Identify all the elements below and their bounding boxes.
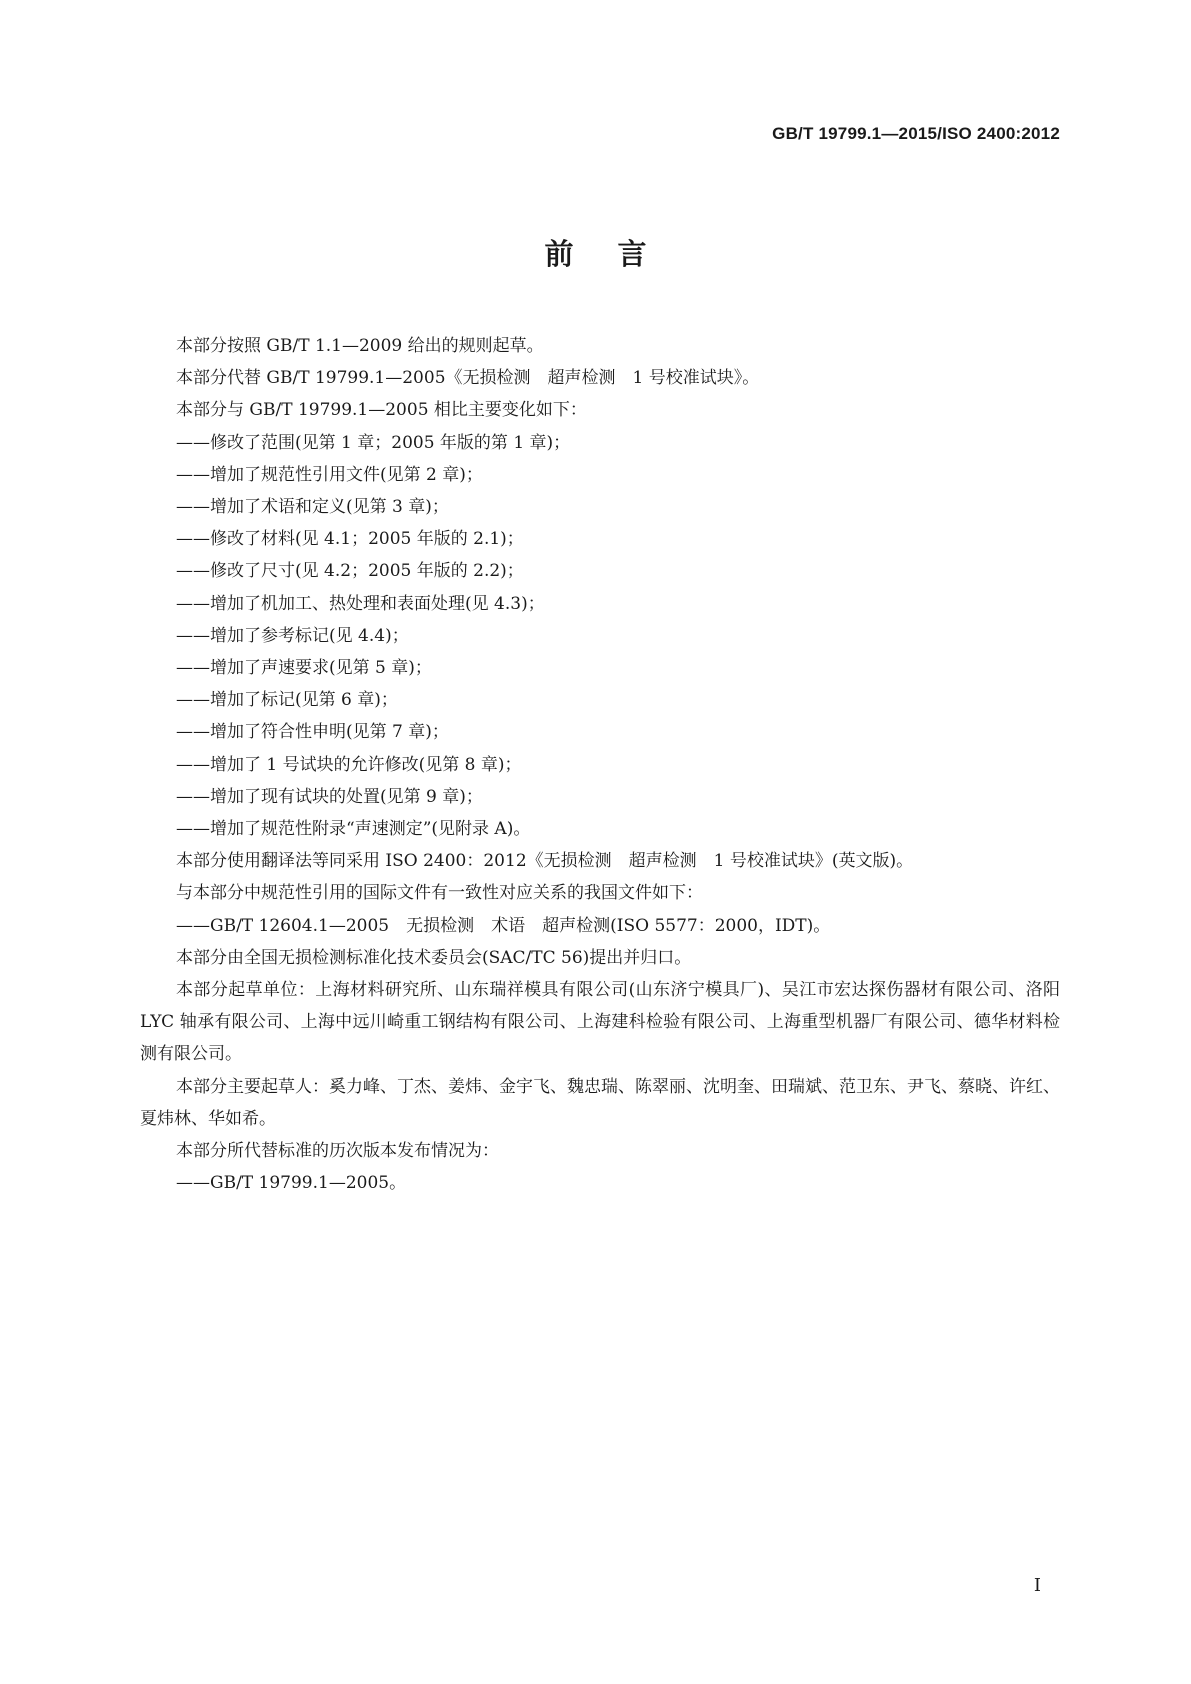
paragraph: 本部分所代替标准的历次版本发布情况为： — [176, 1141, 499, 1162]
list-item: ——修改了范围(见第 1 章；2005 年版的第 1 章)； — [176, 432, 571, 453]
list-item: ——GB/T 19799.1—2005。 — [176, 1173, 407, 1194]
foreword-body — [140, 330, 1060, 1199]
paragraph-drafters: 本部分主要起草人：奚力峰、丁杰、姜炜、金宇飞、魏忠瑞、陈翠丽、沈明奎、田瑞斌、范卫东、尹飞、蔡晓、许红、夏炜林、华如希。 — [140, 1076, 1060, 1129]
list-item: ——增加了参考标记(见 4.4)； — [176, 625, 409, 646]
list-item: ——增加了现有试块的处置(见第 9 章)； — [176, 786, 483, 807]
page-number: I — [1033, 1575, 1041, 1596]
list-item: ——GB/T 12604.1—2005 无损检测 术语 超声检测(ISO 5577：2000，IDT)。 — [176, 915, 831, 936]
list-item: ——增加了机加工、热处理和表面处理(见 4.3)； — [176, 593, 545, 614]
standard-code: GB/T 19799.1—2015/ISO 2400:2012 — [772, 124, 1060, 143]
list-item: ——修改了材料(见 4.1；2005 年版的 2.1)； — [176, 529, 524, 550]
paragraph: 本部分与 GB/T 19799.1—2005 相比主要变化如下： — [176, 400, 587, 421]
paragraph: 与本部分中规范性引用的国际文件有一致性对应关系的我国文件如下： — [176, 883, 703, 904]
paragraph: 本部分使用翻译法等同采用 ISO 2400：2012《无损检测 超声检测 1 号校准试块》(英文版)。 — [176, 851, 914, 872]
list-item: ——增加了声速要求(见第 5 章)； — [176, 658, 432, 679]
list-item: ——增加了符合性申明(见第 7 章)； — [176, 722, 449, 743]
list-item: ——增加了规范性引用文件(见第 2 章)； — [176, 464, 483, 485]
list-item: ——增加了标记(见第 6 章)； — [176, 690, 398, 711]
list-item: ——增加了规范性附录“声速测定”(见附录 A)。 — [176, 819, 531, 840]
list-item: ——修改了尺寸(见 4.2；2005 年版的 2.2)； — [176, 561, 524, 582]
paragraph: 本部分按照 GB/T 1.1—2009 给出的规则起草。 — [176, 336, 544, 356]
paragraph: 本部分由全国无损检测标准化技术委员会(SAC/TC 56)提出并归口。 — [176, 947, 692, 968]
paragraph: 本部分代替 GB/T 19799.1—2005《无损检测 超声检测 1 号校准试块》。 — [176, 368, 760, 389]
list-item: ——增加了术语和定义(见第 3 章)； — [176, 497, 449, 518]
paragraph-drafting-units: 本部分起草单位：上海材料研究所、山东瑞祥模具有限公司(山东济宁模具厂)、吴江市宏达探伤器材有限公司、洛阳 LYC 轴承有限公司、上海中远川崎重工钢结构有限公司、上海建科检验有限公司、上海重型机器厂有限公司、德华材料检测有限公司。 — [140, 980, 1060, 1065]
list-item: ——增加了 1 号试块的允许修改(见第 8 章)； — [176, 754, 522, 775]
page-title: 前言 — [544, 237, 691, 271]
